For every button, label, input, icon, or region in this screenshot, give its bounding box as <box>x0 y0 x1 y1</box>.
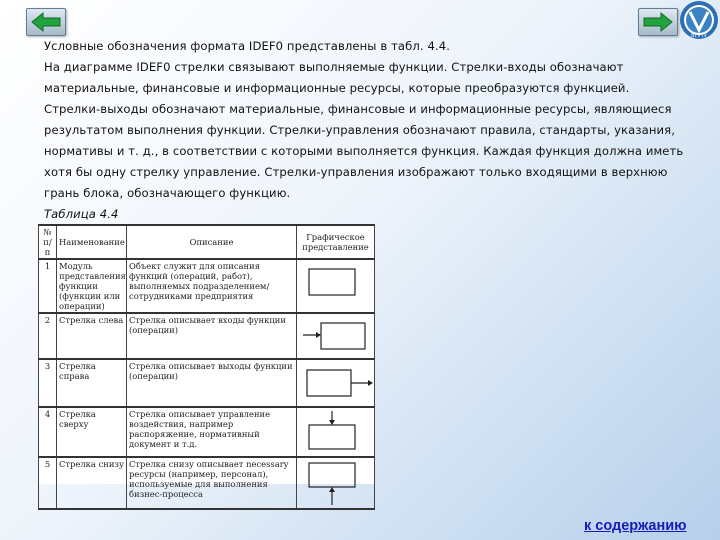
row-desc: Стрелка описывает выходы функции (операции) <box>127 359 297 407</box>
intro-paragraph: Условные обозначения формата IDEF0 представлены в табл. 4.4. <box>44 39 450 53</box>
row-desc: Стрелка описывает управление воздействия, например распоряжение, нормативный документ и т.д. <box>127 407 297 457</box>
row-graphic <box>297 407 375 457</box>
row-num: 4 <box>39 407 57 457</box>
row-name: Стрелка снизу <box>57 457 127 509</box>
table-header-row <box>39 225 375 259</box>
arrow-left-icon <box>27 9 65 35</box>
table-of-contents-link[interactable]: к содержанию <box>584 518 687 534</box>
row-name: Стрелка справа <box>57 359 127 407</box>
row-name: Стрелка сверху <box>57 407 127 457</box>
header-num: № п/п <box>39 225 57 259</box>
header-graphic: Графическое представление <box>297 225 375 259</box>
header-desc: Описание <box>127 225 297 259</box>
row-desc: Объект служит для описания функций (операций, работ), выполняемых подразделением/сотрудниками предприятия <box>127 259 297 313</box>
table-row <box>39 457 375 509</box>
content-text <box>44 36 684 225</box>
back-button[interactable] <box>26 8 66 36</box>
forward-button[interactable] <box>638 8 678 36</box>
table-row <box>39 359 375 407</box>
row-num: 2 <box>39 313 57 359</box>
row-num: 5 <box>39 457 57 509</box>
table-row <box>39 313 375 359</box>
idef0-notation-table <box>38 224 374 499</box>
table-row <box>39 407 375 457</box>
bottom-arrow-block-icon <box>299 459 375 507</box>
body-paragraph: На диаграмме IDEF0 стрелки связывают выполняемые функции. Стрелки-входы обозначают материальные, финансовые и информационные ресурсы, которые преобразуются функцией. Стрелки-выходы обозначают материальные, финансовые и информационные ресурсы, являющиеся результатом выполнения функции. Стрелки-управления обозначают правила, стандарты, указания, нормативы и т. д., в соответствии с которыми выполняется функция. Каждая функция должна иметь хотя бы одну стрелку управление. Стрелки-управления изображают только входящими в верхнюю грань блока, обозначающего функцию. <box>44 60 684 200</box>
row-graphic <box>297 313 375 359</box>
row-desc: Стрелка снизу описывает necessary ресурсы (например, персонал), используемые для выполнения бизнес-процесса <box>127 457 297 509</box>
table-row <box>39 259 375 313</box>
row-num: 1 <box>39 259 57 313</box>
row-graphic <box>297 359 375 407</box>
row-graphic <box>297 259 375 313</box>
function-block-icon <box>299 261 375 303</box>
header-name: Наименование <box>57 225 127 259</box>
row-name: Стрелка слева <box>57 313 127 359</box>
row-graphic <box>297 457 375 509</box>
arrow-right-icon <box>639 9 677 35</box>
svg-text:ВГУТУ: ВГУТУ <box>691 33 707 39</box>
left-arrow-block-icon <box>299 315 375 357</box>
university-logo <box>679 0 719 40</box>
table-caption: Таблица 4.4 <box>44 207 119 221</box>
top-arrow-block-icon <box>299 409 375 455</box>
row-desc: Стрелка описывает входы функции (операции) <box>127 313 297 359</box>
row-name: Модуль представления функции (функции или операции) <box>57 259 127 313</box>
right-arrow-block-icon <box>299 361 375 405</box>
row-num: 3 <box>39 359 57 407</box>
